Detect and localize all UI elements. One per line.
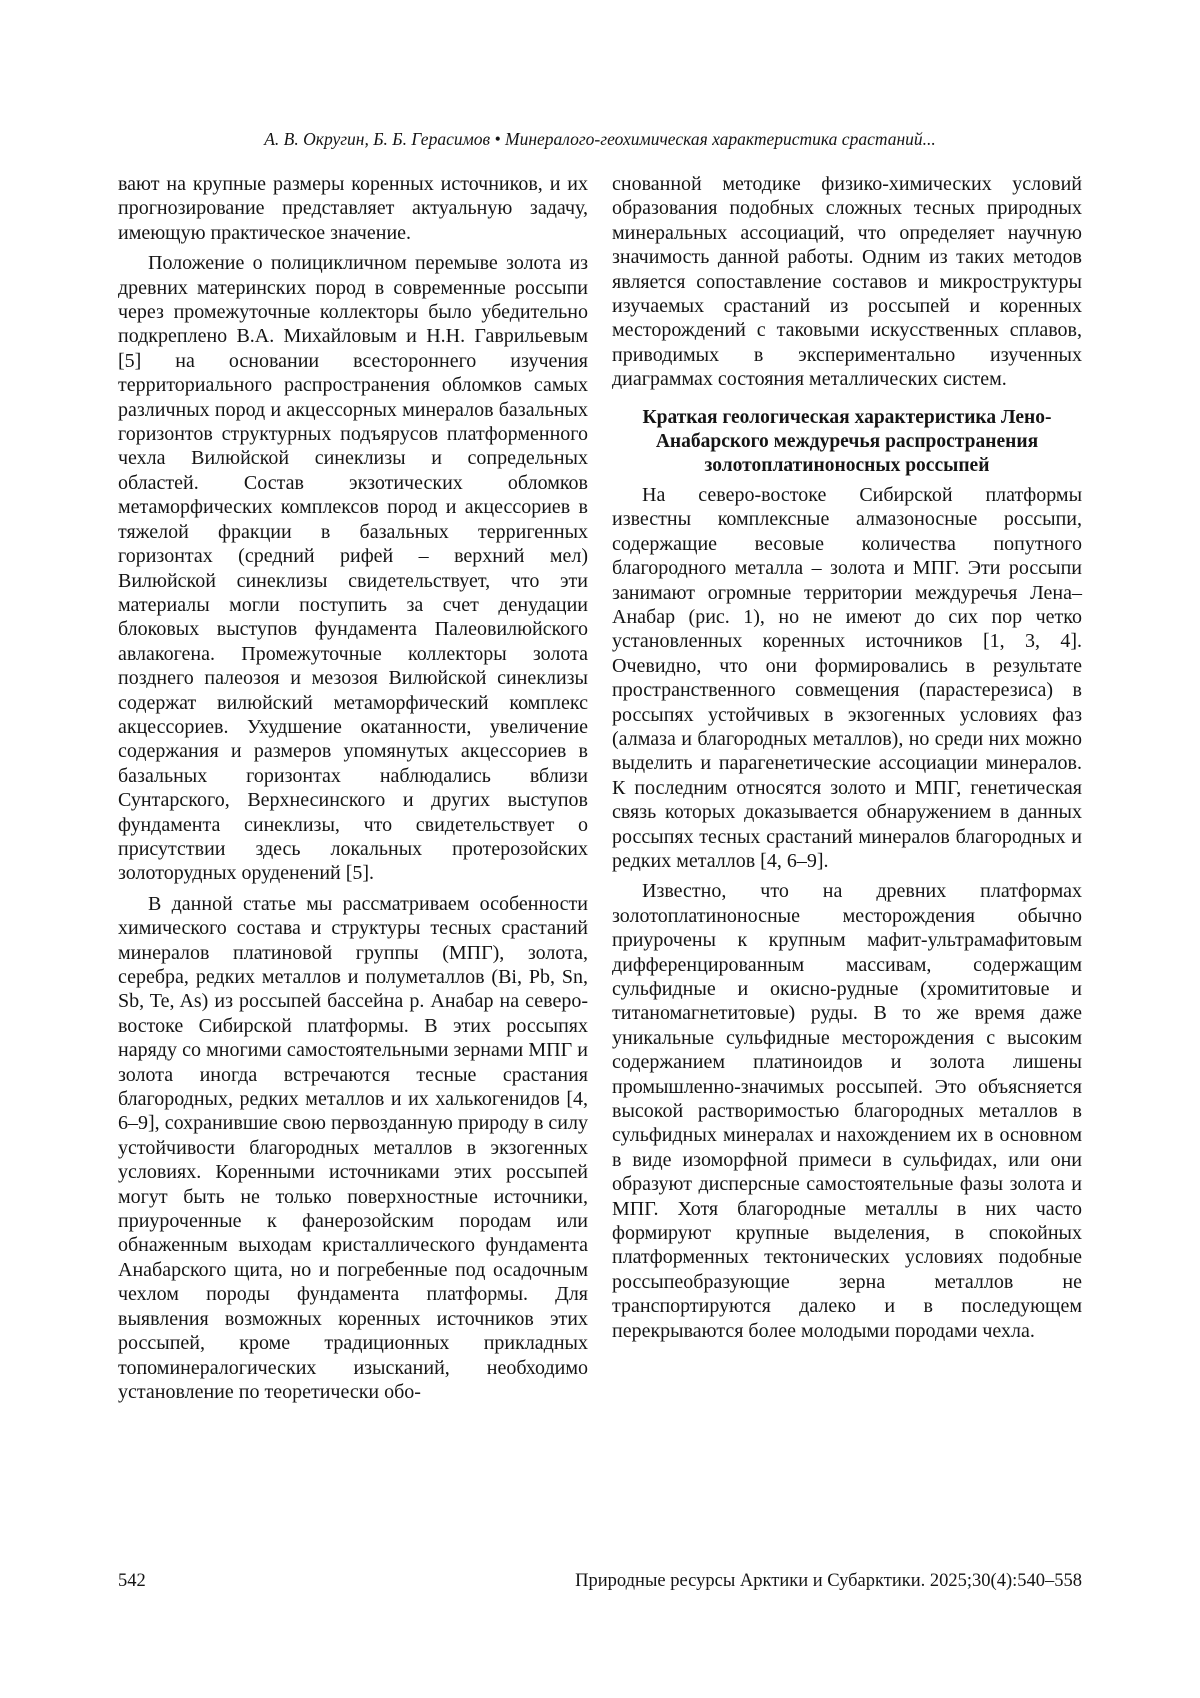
right-column <box>612 172 1082 1343</box>
running-header <box>0 128 1200 150</box>
right-paragraph-continuation: снованной методике физико-химических условий образования подобных сложных тесных природных минеральных ассоциаций, что определяет научную значимость данной работы. Одним из таких методов является сопоставление составов и микроструктуры изучаемых срастаний из россыпей и коренных месторождений с таковыми искусственных сплавов, приводимых в экспериментально изученных диаграммах состояния металлических систем. <box>612 173 1082 391</box>
left-paragraph-gold-recycling: Положение о полицикличном перемыве золота из древних материнских пород в современные россыпи через промежуточные коллекторы было убедительно подкреплено В.А. Михайловым и Н.Н. Гаврильевым [5] на основании всестороннего изучения территориального распространения обломков самых различных пород и акцессорных минералов базальных горизонтов структурных подъярусов платформенного чехла Вилюйской синеклизы и сопредельных областей. Состав экзотических обломков метаморфических комплексов пород и акцессориев в тяжелой фракции в базальных терригенных горизонтах (средний рифей – верхний мел) Вилюйской синеклизы свидетельствует, что эти материалы могли поступить за счет денудации блоковых выступов фундамента Палеовилюйского авлакогена. Промежуточные коллекторы золота позднего палеозоя и мезозоя Вилюйской синеклизы содержат вилюйский метаморфический комплекс акцессориев. Ухудшение окатанности, увеличение содержания и размеров упомянутых акцессориев в базальных горизонтах наблюдались вблизи Сунтарского, Верхнесинского и других выступов фундамента синеклизы, что свидетельствует о присутствии здесь локальных протерозойских золоторудных оруденений [5]. <box>118 252 588 885</box>
page-number: 542 <box>118 1571 146 1591</box>
left-paragraph-study-aims: В данной статье мы рассматриваем особенности химического состава и структуры тесных срастаний минералов платиновой группы (МПГ), золота, серебра, редких металлов и полуметаллов (Bi, Pb, Sn, Sb, Te, As) из россыпей бассейна р. Анабар на северо-востоке Сибирской платформы. В этих россыпях наряду со многими самостоятельными зернами МПГ и золота иногда встречаются тесные срастания благородных, редких металлов и их халькогенидов [4, 6–9], сохранившие свою первозданную природу в силу устойчивости благородных металлов в экзогенных условиях. Коренными источниками этих россыпей могут быть не только поверхностные источники, приуроченные к фанерозойским породам или обнаженным выходам кристаллического фундамента Анабарского щита, но и погребенные под осадочным чехлом породы фундамента платформы. Для выявления возможных коренных источников этих россыпей, кроме традиционных прикладных топоминералогических изысканий, необходимо установление по теоретически обо- <box>118 892 588 1403</box>
right-paragraph-platforms: Известно, что на древних платформах золотоплатиноносные месторождения обычно приурочены к крупным мафит-ультрамафитовым дифференцированным массивам, содержащим сульфидные и окисно-рудные (хромититовые и титаномагнетитовые) руды. В то же время даже уникальные сульфидные месторождения с высоким содержанием платиноидов и золота лишены промышленно-значимых россыпей. Это объясняется высокой растворимостью благородных металлов в сульфидных минералах и нахождением их в основном в виде изоморфной примеси в сульфидах, или они образуют дисперсные самостоятельные фазы золота и МПГ. Хотя благородные металлы в них часто формируют крупные выделения, в спокойных платформенных тектонических условиях подобные россыпеобразующие зерна металлов не транспортируются далеко и в последующем перекрываются более молодыми породами чехла. <box>612 880 1082 1342</box>
right-paragraph-placers: На северо-востоке Сибирской платформы известны комплексные алмазоносные россыпи, содержащие весовые количества попутного благородного металла – золота и МПГ. Эти россыпи занимают огромные территории междуречья Лена–Анабар (рис. 1), но не имеют до сих пор четко установленных коренных источников [1, 3, 4]. Очевидно, что они формировались в результате пространственного совмещения (парастерезиса) в россыпях устойчивых в экзогенных условиях фаз (алмаза и благородных металлов), но среди них можно выделить и парагенетические ассоциации минералов. К последним относятся золото и МПГ, генетическая связь которых доказывается обнаружением в данных россыпях тесных срастаний минералов благородных и редких металлов [4, 6–9]. <box>612 483 1082 872</box>
running-title: А. В. Округин, Б. Б. Герасимов • Минералого-геохимическая характеристика срастаний... <box>264 129 936 149</box>
section-heading: Краткая геологическая характеристика Лено-Анабарского междуречья распространения золотоплатиноносных россыпей <box>642 406 1052 477</box>
left-column <box>118 172 588 1404</box>
journal-citation: Природные ресурсы Арктики и Субарктики. 2025;30(4):540–558 <box>575 1571 1082 1591</box>
left-paragraph-continuation: вают на крупные размеры коренных источников, и их прогнозирование представляет актуальную задачу, имеющую практическое значение. <box>118 173 588 244</box>
